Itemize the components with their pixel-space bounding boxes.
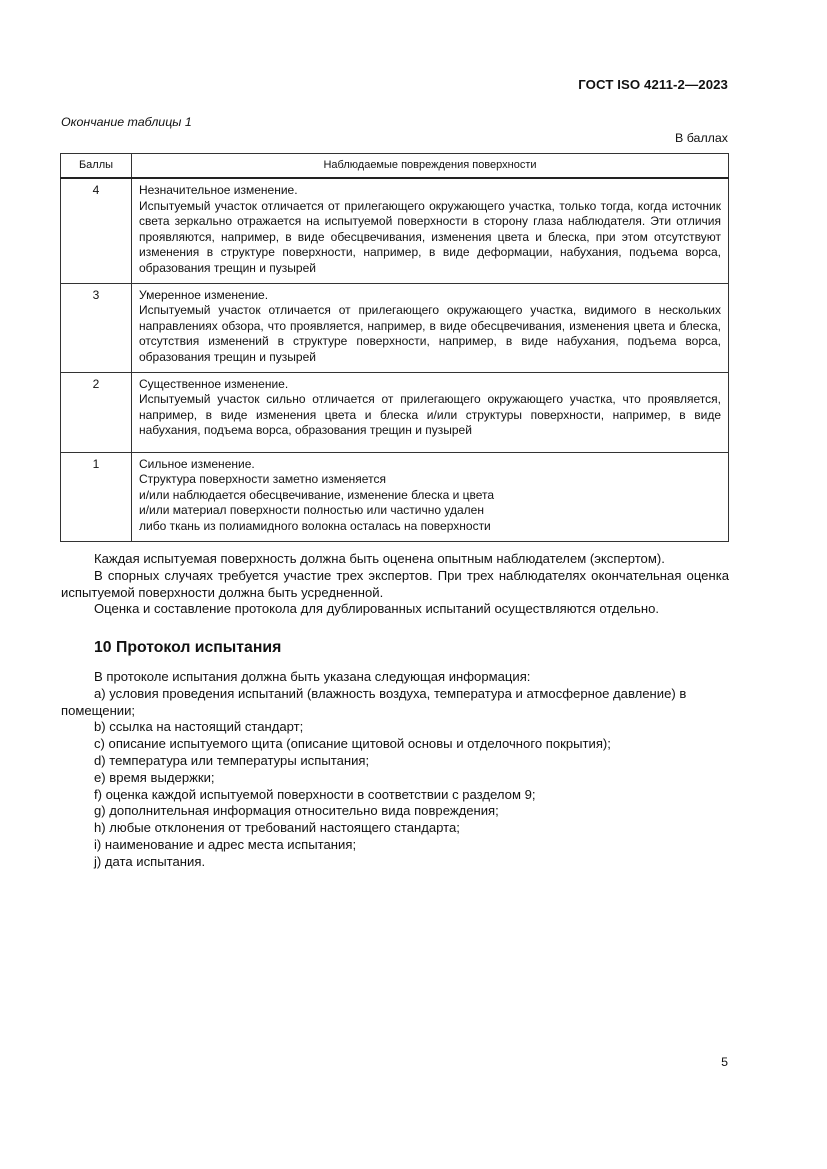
list-item: f) оценка каждой испытуемой поверхности в соответствии с разделом 9; <box>94 786 536 802</box>
assessment-paragraphs <box>61 551 729 618</box>
score-table <box>60 153 729 542</box>
list-item: a) условия проведения испытаний (влажность воздуха, температура и атмосферное давление) в помещении; <box>61 685 687 718</box>
table-unit: В баллах <box>675 131 728 145</box>
description-cell <box>132 372 729 452</box>
table-row <box>61 283 729 372</box>
table-row <box>61 452 729 541</box>
score-cell: 1 <box>61 452 132 541</box>
score-cell: 2 <box>61 372 132 452</box>
report-items-list <box>61 686 729 871</box>
score-cell: 4 <box>61 178 132 283</box>
table-row <box>61 178 729 283</box>
page-number: 5 <box>721 1055 728 1069</box>
section-title: 10 Протокол испытания <box>94 639 282 656</box>
list-item: j) дата испытания. <box>94 853 206 869</box>
damage-title: Умеренное изменение. <box>139 287 269 302</box>
description-cell <box>132 178 729 283</box>
table-header-row <box>61 154 729 179</box>
score-cell: 3 <box>61 283 132 372</box>
column-header-score: Баллы <box>61 154 132 179</box>
section-body <box>61 669 729 871</box>
list-item: d) температура или температуры испытания; <box>94 752 370 768</box>
damage-title: Сильное изменение. <box>139 456 255 471</box>
paragraph: В спорных случаях требуется участие трех экспертов. При трех наблюдателях окончательная оценка испытуемой поверхности должна быть усредненной. <box>61 567 729 600</box>
paragraph: Каждая испытуемая поверхность должна быть оценена опытным наблюдателем (экспертом). <box>94 551 665 566</box>
description-cell <box>132 452 729 541</box>
paragraph: Оценка и составление протокола для дублированных испытаний осуществляются отдельно. <box>94 601 660 617</box>
list-item: b) ссылка на настоящий стандарт; <box>94 719 304 735</box>
damage-text: Испытуемый участок сильно отличается от прилегающего окружающего участка, что проявляется, например, в виде изменения цвета и блеска и/или структуры поверхности, например, в виде набухания, подъема ворса, образования трещин и пузырей <box>139 392 721 438</box>
damage-text-line: и/или материал поверхности полностью или частично удален <box>139 503 484 518</box>
table-row <box>61 372 729 452</box>
list-item: e) время выдержки; <box>94 769 215 785</box>
damage-text-line: Структура поверхности заметно изменяется <box>139 472 386 487</box>
damage-text-line: и/или наблюдается обесцвечивание, изменение блеска и цвета <box>139 487 495 502</box>
damage-text: Испытуемый участок отличается от прилегающего окружающего участка, только тогда, когда источник света зеркально отражается на испытуемой поверхности в сторону глаза наблюдателя. Эти отличия проявляются, например, в виде обесцвечивания, изменения цвета и блеска, при этом отсутствуют изменения в структуре поверхности, например, в виде деформации, набухания, подъема ворса, образования трещин и пузырей <box>139 198 721 275</box>
damage-title: Существенное изменение. <box>139 376 289 391</box>
list-item: g) дополнительная информация относительно вида повреждения; <box>94 803 499 819</box>
list-item: i) наименование и адрес места испытания; <box>94 836 357 852</box>
section-intro: В протоколе испытания должна быть указана следующая информация: <box>94 669 531 684</box>
list-item: h) любые отклонения от требований настоящего стандарта; <box>94 820 460 836</box>
document-code: ГОСТ ISO 4211-2—2023 <box>578 77 728 92</box>
damage-text: Испытуемый участок отличается от прилегающего окружающего участка, видимого в нескольких направлениях обзора, что проявляется, например, в виде обесцвечивания, изменения цвета и блеска, отсутствия изменений в структуре поверхности, например, в виде набухания, подъема ворса, образования трещин и пузырей <box>139 303 721 364</box>
table-caption: Окончание таблицы 1 <box>61 115 192 129</box>
damage-text-line: либо ткань из полиамидного волокна осталась на поверхности <box>139 518 491 533</box>
list-item: c) описание испытуемого щита (описание щитовой основы и отделочного покрытия); <box>94 736 611 752</box>
description-cell <box>132 283 729 372</box>
damage-title: Незначительное изменение. <box>139 183 298 197</box>
column-header-damage: Наблюдаемые повреждения поверхности <box>132 154 729 179</box>
